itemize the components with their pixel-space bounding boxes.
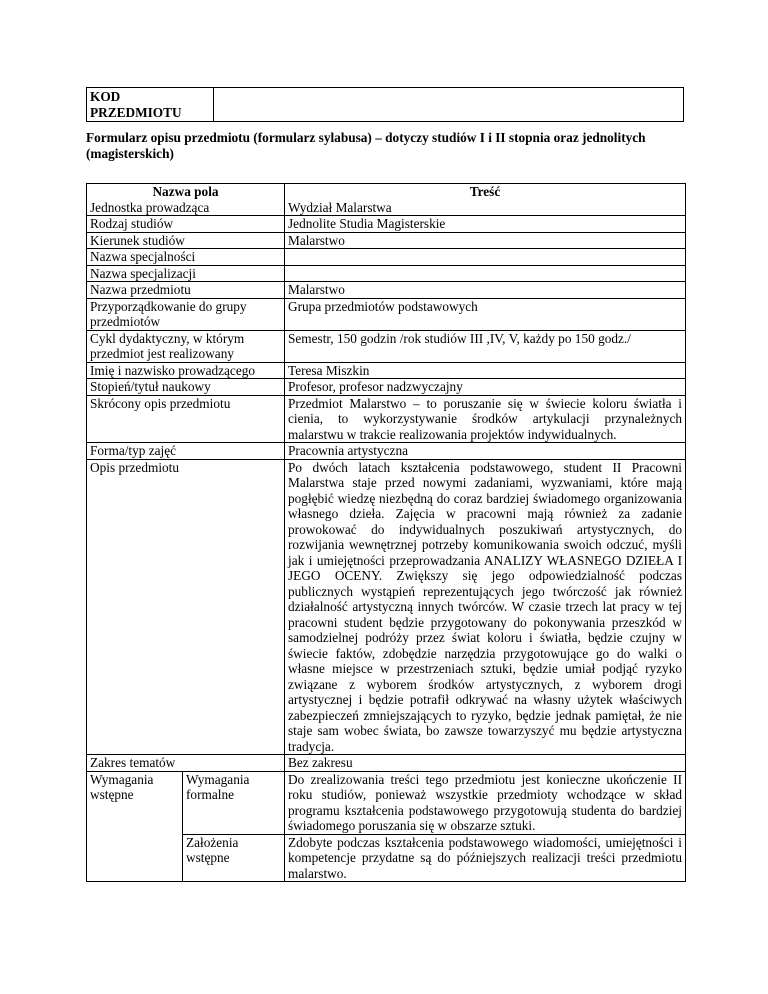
table-row — [87, 282, 686, 299]
row-value — [285, 249, 686, 266]
table-row — [87, 755, 686, 772]
row-name: Przyporządkowanie do grupy przedmiotów — [87, 298, 285, 330]
table-row — [87, 249, 686, 266]
table-row — [87, 330, 686, 362]
row-name: Nazwa przedmiotu — [87, 282, 285, 299]
row-value: Semestr, 150 godzin /rok studiów III ,IV, V, każdy po 150 godz./ — [285, 330, 686, 362]
row-value: Bez zakresu — [285, 755, 686, 772]
table-row — [87, 362, 686, 379]
table-row — [87, 379, 686, 396]
table-row — [87, 771, 686, 834]
row-value: Pracownia artystyczna — [285, 443, 686, 460]
table-header-row — [87, 184, 686, 216]
table-row — [87, 216, 686, 233]
table-row — [87, 298, 686, 330]
table-row — [87, 459, 686, 755]
row-name: Skrócony opis przedmiotu — [87, 395, 285, 443]
row-name: Cykl dydaktyczny, w którym przedmiot jest realizowany — [87, 330, 285, 362]
row-name: Nazwa specjalizacji — [87, 265, 285, 282]
row-name: Nazwa specjalności — [87, 249, 285, 266]
row-value: Grupa przedmiotów podstawowych — [285, 298, 686, 330]
row-name: Imię i nazwisko prowadzącego — [87, 362, 285, 379]
row-value — [285, 265, 686, 282]
row-value: Po dwóch latach kształcenia podstawowego, student II Pracowni Malarstwa staje przed nowymi zadaniami, wyzwaniami, które mają pogłębić wiedzę niezbędną do coraz bardziej świadomego organizowania własnego dzieła. Zajęcia w pracowni mają również za zadanie prowokować do indywidualnych poszukiwań artystycznych, do rozwijania wewnętrznej potrzeby komunikowania swoich odczuć, myśli jak i umiejętności przeprowadzania ANALIZY WŁASNEGO DZIEŁA I JEGO OCENY. Zwiększy się jego odpowiedzialność podczas publicznych wystąpień reprezentujących jego twórczość jak również działalność artystyczną innych twórców. W czasie trzech lat pracy w tej pracowni student będzie przygotowany do pokonywania przeszkód w samodzielnej podróży przez świat koloru i światła, będzie czujny w świecie faktów, zdobędzie narzędzia przygotowujące go do walki o własne miejsce w przestrzeniach sztuki, będzie umiał podjąć ryzyko związane z wyborem środków artystycznych, z wyborem drogi artystycznej i będzie potrafił odkrywać na własny użytek właściwych zabezpieczeń zmniejszających to ryzyko, będzie jednak pamiętał, że nie staje sam wobec świata, bo zawsze towarzyszyć mu będzie artystyczna tradycja. — [285, 459, 686, 755]
row-value: Profesor, profesor nadzwyczajny — [285, 379, 686, 396]
kod-przedmiotu-label: KOD PRZEDMIOTU — [87, 88, 214, 122]
row-value: Malarstwo — [285, 282, 686, 299]
row-name: Stopień/tytuł naukowy — [87, 379, 285, 396]
row-value: Przedmiot Malarstwo – to poruszanie się w świecie koloru światła i cienia, to wykorzystywanie środków artykulacji przynależnych malarstwu w trakcie realizowania projektów indywidualnych. — [285, 395, 686, 443]
row-name: Rodzaj studiów — [87, 216, 285, 233]
wymagania-wstepne-label: Wymagania wstępne — [87, 771, 183, 882]
table-row — [87, 232, 686, 249]
header-tresc: Treść — [469, 184, 501, 199]
zalozenia-wstepne-label: Założenia wstępne — [183, 834, 285, 882]
wymagania-formalne-value: Do zrealizowania treści tego przedmiotu jest konieczne ukończenie II roku studiów, ponieważ wszystkie przedmioty wchodzące w skład programu kształcenia podstawowego przygotowują studenta do bardziej świadomego poruszania się w obszarze sztuki. — [285, 771, 686, 834]
zalozenia-wstepne-value: Zdobyte podczas kształcenia podstawowego wiadomości, umiejętności i kompetencje przydatne są do późniejszych realizacji treści przedmiotu malarstwo. — [285, 834, 686, 882]
row-value: Wydział Malarstwa — [288, 199, 392, 215]
row-name: Forma/typ zajęć — [87, 443, 285, 460]
row-name: Opis przedmiotu — [87, 459, 285, 755]
table-row — [87, 395, 686, 443]
wymagania-formalne-label: Wymagania formalne — [183, 771, 285, 834]
table-row — [87, 443, 686, 460]
row-value: Malarstwo — [285, 232, 686, 249]
row-name: Jednostka prowadząca — [90, 199, 210, 215]
form-heading: Formularz opisu przedmiotu (formularz sylabusa) – dotyczy studiów I i II stopnia oraz jednolitych (magisterskich) — [86, 130, 646, 161]
table-row — [87, 265, 686, 282]
header-nazwa-pola: Nazwa pola — [152, 184, 219, 199]
row-name: Zakres tematów — [87, 755, 285, 772]
kod-przedmiotu-value — [214, 88, 684, 122]
row-value: Teresa Miszkin — [285, 362, 686, 379]
syllabus-table — [86, 183, 686, 882]
row-value: Jednolite Studia Magisterskie — [285, 216, 686, 233]
kod-przedmiotu-box — [86, 87, 684, 122]
row-name: Kierunek studiów — [87, 232, 285, 249]
